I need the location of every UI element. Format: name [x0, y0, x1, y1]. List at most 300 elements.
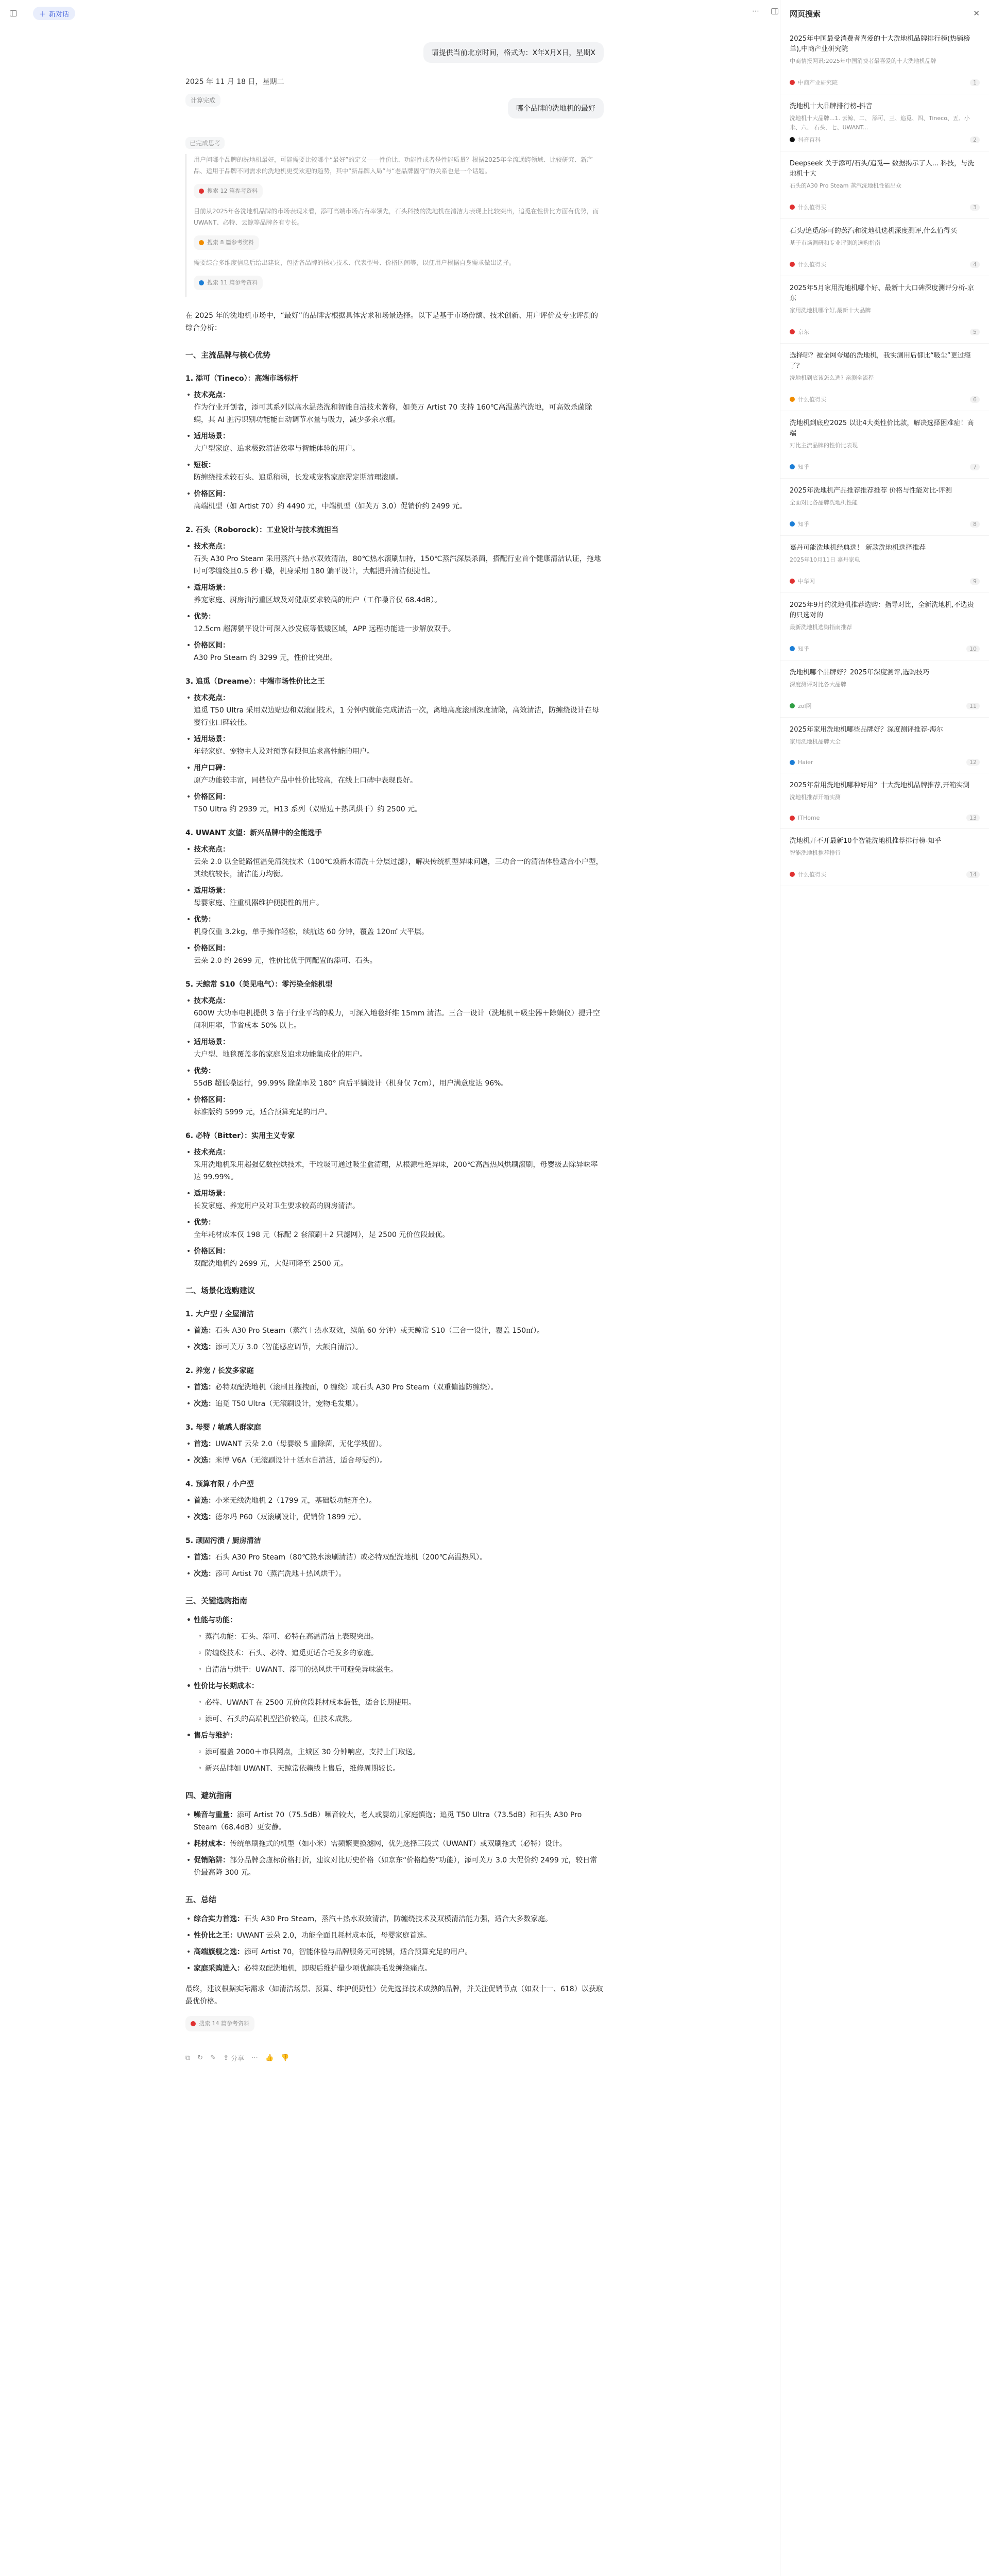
list-item	[194, 1946, 604, 1958]
point-text: 石头 A30 Pro Steam 采用蒸汽＋热水双效清洁，80℃热水滚刷加持，150℃蒸汽深层杀菌，搭配行业首个健康清洁认证，拖地时可零缠绕且0.5 秒干燥，机身采用 180 躺平设计，大幅提升清洁便捷性。	[194, 555, 601, 575]
source-chip[interactable]	[194, 235, 259, 250]
brand-heading: 3. 追觅（Dreame）：中端市场性价比之王	[185, 677, 325, 686]
source-logo-icon	[790, 137, 795, 142]
brand-point	[194, 733, 604, 758]
search-result[interactable]	[780, 479, 989, 536]
search-result[interactable]	[780, 276, 989, 344]
point-text: 55dB 超低噪运行，99.99% 除菌率及 180° 向后平躺设计（机身仅 7cm），用户满意度达 96%。	[194, 1079, 508, 1088]
result-source	[790, 520, 980, 528]
result-snippet: 2025年10月11日 嘉丹家电	[790, 556, 860, 563]
brand-heading: 1. 添可（Tineco）：高端市场标杆	[185, 375, 298, 383]
scene-heading: 4. 预算有限 / 小户型	[185, 1480, 254, 1488]
item-value: 追觅 T50 Ultra（无滚刷设计，宠物毛发集）。	[215, 1400, 363, 1408]
item-key: 综合实力首选：	[194, 1915, 244, 1923]
source-logo-icon	[790, 205, 795, 210]
point-text: 长发家庭、养宠用户及对卫生要求较高的厨房清洁。	[194, 1202, 360, 1210]
brand-point	[194, 540, 604, 578]
result-title: 2025年常用洗地机哪种好用？十大洗地机品牌推荐,开箱实测	[790, 782, 970, 789]
list-item	[194, 1962, 604, 1975]
top-bar	[0, 0, 780, 27]
tip-label: • 性价比与长期成本：	[194, 1680, 604, 1692]
result-source-name: 什么值得买	[798, 261, 826, 268]
result-snippet: 对比主流品牌的性价比表现	[790, 442, 858, 449]
tip-sub: ◦ 自清洁与烘干：UWANT、添可的热风烘干可避免异味滋生。	[205, 1664, 604, 1676]
result-snippet: 洗地机十大品牌...1. 云鲸、二、 添可、三、追觅、四、Tineco、五、小米、六、 石头、七、UWANT...	[790, 115, 970, 131]
source-chip-label: 搜索 14 篇参考资料	[199, 2020, 249, 2027]
result-index: 2	[970, 137, 980, 143]
scene-points	[185, 1381, 604, 1410]
item-key: 次选：	[194, 1343, 215, 1351]
calc-done-badge[interactable]: 计算完成	[185, 94, 220, 107]
item-key: 次选：	[194, 1400, 215, 1408]
thinking-paragraph: 需要综合多维度信息后给出建议，包括各品牌的核心技术、代表型号、价格区间等，以便用户根据自身需求做出选择。	[194, 259, 516, 266]
result-source-name: 京东	[798, 329, 809, 335]
list-item	[194, 1495, 604, 1507]
point-label: • 价格区间：	[194, 1247, 230, 1256]
tip-label: • 性能与功能：	[194, 1614, 604, 1626]
brand-point	[194, 913, 604, 938]
result-source-name: Haier	[798, 759, 813, 766]
copy-icon[interactable]: ⧉	[185, 2054, 191, 2062]
panel-header	[780, 0, 989, 27]
result-snippet: 洗地机推荐开箱实测	[790, 794, 841, 801]
brand-point	[194, 611, 604, 635]
point-label: • 短板：	[194, 461, 215, 469]
item-value: 传统单刷拖式的机型（如小米）需频繁更换滤网，优先选择三段式（UWANT）或双刷拖式（必特）设计。	[230, 1840, 567, 1848]
item-key: 首选：	[194, 1327, 215, 1335]
source-logo-icon	[790, 816, 795, 821]
summary-list	[185, 1913, 604, 1975]
result-source	[790, 463, 980, 471]
brand-point	[194, 843, 604, 880]
result-title: 洗地机到底应2025 以让4大类性价比款，解决选择困难症！高端	[790, 419, 974, 437]
result-index: 9	[970, 578, 980, 585]
result-source	[790, 577, 980, 585]
point-text: 原产功能较丰富，同档位产品中性价比较高，在线上口碑中表现良好。	[194, 776, 417, 785]
source-logo-icon	[790, 646, 795, 651]
source-logo-icon	[790, 464, 795, 469]
point-label: • 技术亮点：	[194, 694, 230, 702]
item-key: 高端旗舰之选：	[194, 1948, 244, 1956]
item-key: 首选：	[194, 1440, 215, 1448]
result-index: 12	[966, 759, 980, 766]
result-title: 2025年5月家用洗地机哪个好、最新十大口碑深度测评分析-京东	[790, 284, 975, 302]
result-title: 石头/追觅/添可的蒸汽和洗地机选机深度测评,什么值得买	[790, 227, 957, 235]
brand-point	[194, 430, 604, 455]
source-logo-icon	[790, 760, 795, 765]
user-message: 请提供当前北京时间，格式为：X年X月X日，星期X	[423, 42, 604, 63]
point-label: • 适用场景：	[194, 1038, 230, 1046]
brand-point	[194, 1094, 604, 1118]
result-index: 4	[970, 261, 980, 268]
tip-sub: ◦ 添可、石头的高端机型溢价较高，但技术成熟。	[205, 1713, 604, 1725]
brand-point	[194, 791, 604, 816]
brand-heading: 6. 必特（Bitter）：实用主义专家	[185, 1132, 295, 1140]
scene-points	[185, 1551, 604, 1580]
answer-source-chip[interactable]	[185, 2016, 254, 2031]
result-title: 2025年家用洗地机哪些品牌好？深度测评推荐-海尔	[790, 726, 943, 734]
search-result[interactable]	[780, 151, 989, 219]
result-source	[790, 260, 980, 268]
tip-sub: ◦ 新兴品牌如 UWANT、天鲸常依赖线上售后，维修周期较长。	[205, 1762, 604, 1775]
plus-icon: ＋	[39, 10, 46, 19]
result-source	[790, 702, 980, 710]
result-source	[790, 78, 980, 87]
result-source-name: 知乎	[798, 521, 809, 528]
point-label: • 价格区间：	[194, 944, 230, 953]
point-text: 600W 大功率电机提供 3 倍于行业平均的吸力，可深入地毯纤维 15mm 清洁。三合一设计（洗地机＋吸尘器＋除螨仪）提升空间利用率，节省成本 50% 以上。	[194, 1009, 600, 1030]
share-button[interactable]	[223, 2053, 244, 2063]
result-source	[790, 328, 980, 336]
result-source	[790, 815, 980, 821]
brand-point	[194, 639, 604, 664]
tip-sub: ◦ 防缠绕技术：石头、必特、追觅更适合毛发多的家庭。	[205, 1647, 604, 1659]
search-result[interactable]	[780, 593, 989, 660]
pitfall-list	[185, 1809, 604, 1879]
list-item	[194, 1438, 604, 1450]
item-value: UWANT 云朵 2.0，功能全面且耗材成本低，母婴家庭首选。	[237, 1931, 432, 1940]
result-source-name: 中华网	[798, 578, 815, 585]
point-label: • 技术亮点：	[194, 1148, 230, 1157]
brand-point	[194, 389, 604, 426]
answer-intro: 在 2025 年的洗地机市场中，“最好”的品牌需根据具体需求和场景选择。以下是基于市场份额、技术创新、用户评价及专业评测的综合分析：	[185, 312, 599, 332]
brand-point	[194, 1065, 604, 1090]
point-label: • 优势：	[194, 613, 215, 621]
brand-list	[185, 372, 604, 1270]
item-key: 次选：	[194, 1513, 215, 1521]
item-value: 添可 Artist 70，智能体验与品牌服务无可挑剔，适合预算充足的用户。	[244, 1948, 472, 1956]
scene-heading: 2. 养宠 / 长发多家庭	[185, 1367, 254, 1375]
item-key: 促销陷阱：	[194, 1856, 230, 1865]
edit-icon[interactable]: ✎	[210, 2054, 216, 2062]
point-label: • 优势：	[194, 1067, 215, 1075]
source-logo-icon	[790, 521, 795, 527]
panel-title: 网页搜索	[790, 9, 821, 19]
user-message-2: 哪个品牌的洗地机的最好	[508, 98, 604, 118]
close-icon[interactable]: ✕	[973, 9, 980, 18]
item-value: 添可 Artist 70（75.5dB）噪音较大，老人或婴幼儿家庭慎选；追觅 T50 Ultra（73.5dB）和石头 A30 Pro Steam（68.4dB）更安静。	[194, 1811, 582, 1832]
new-chat-label: 新对话	[49, 10, 70, 19]
result-source-name: ITHome	[798, 815, 820, 821]
search-result[interactable]	[780, 718, 989, 773]
brand-heading: 5. 天鲸常 S10（美见电气）：零污染全能机型	[185, 980, 333, 989]
result-title: 选择哪？被全网夸爆的洗地机，我实测用后都比“吸尘”更过瘾了？	[790, 352, 971, 370]
point-text: 机身仅重 3.2kg，单手操作轻松，续航达 60 分钟，覆盖 120㎡ 大平层。	[194, 928, 429, 936]
closing-paragraph: 最终，建议根据实际需求（如清洁场景、预算、维护便捷性）优先选择技术成熟的品牌，并关注促销节点（如双十一、618）以获取最优价格。	[185, 1985, 603, 2006]
source-logo-icon	[790, 397, 795, 402]
result-source	[790, 395, 980, 403]
search-result[interactable]	[780, 94, 989, 151]
item-value: 必特双配洗地机（滚刷且拖拽面，0 缠绕）或石头 A30 Pro Steam（双重偏滤防缠绕）。	[215, 1383, 498, 1392]
point-label: • 优势：	[194, 916, 215, 924]
point-label: • 适用场景：	[194, 735, 230, 743]
item-key: 次选：	[194, 1456, 215, 1465]
point-label: • 技术亮点：	[194, 845, 230, 854]
message-actions	[185, 2053, 604, 2063]
result-snippet: 基于市场调研和专业评测的选购指南	[790, 240, 880, 246]
result-title: 2025年9月的洗地机推荐选购：指导对比，全新洗地机,不选贵的只选对的	[790, 601, 974, 619]
result-title: 2025年洗地机产品推荐推荐推荐 价格与性能对比-评测	[790, 487, 952, 495]
result-source	[790, 203, 980, 211]
list-item	[194, 1913, 604, 1925]
item-key: 次选：	[194, 1570, 215, 1578]
result-index: 7	[970, 464, 980, 470]
result-snippet: 最新洗地机选购指南推荐	[790, 624, 852, 631]
point-text: 双配洗地机约 2699 元，大促可降至 2500 元。	[194, 1260, 348, 1268]
list-item	[194, 1854, 604, 1879]
brand-heading: 2. 石头（Roborock）：工业设计与技术流担当	[185, 526, 339, 534]
point-label: • 技术亮点：	[194, 997, 230, 1005]
item-key: 耗材成本：	[194, 1840, 230, 1848]
tips-list	[185, 1614, 604, 1775]
result-source	[790, 759, 980, 766]
section-heading: 五、总结	[185, 1895, 217, 1904]
item-value: 添可芙万 3.0（智能感应调节，大额自清洁）。	[215, 1343, 363, 1351]
brand-point	[194, 692, 604, 729]
brand-heading: 4. UWANT 友望：新兴品牌中的全能选手	[185, 829, 322, 837]
item-key: 性价比之王：	[194, 1931, 237, 1940]
source-logo-icon	[790, 80, 795, 85]
source-chip-label: 搜索 11 篇参考资料	[207, 279, 258, 286]
list-item	[194, 1398, 604, 1410]
point-label: • 适用场景：	[194, 887, 230, 895]
search-result[interactable]	[780, 411, 989, 479]
result-index: 8	[970, 521, 980, 528]
result-index: 10	[966, 646, 980, 652]
source-logo-icon	[790, 872, 795, 877]
item-value: 必特双配洗地机，即现后维护量少项优解决毛发缠绕痛点。	[244, 1964, 432, 1973]
point-label: • 适用场景：	[194, 1190, 230, 1198]
point-text: 高端机型（如 Artist 70）约 4490 元，中端机型（如芙万 3.0）促销价约 2499 元。	[194, 502, 467, 511]
item-key: 噪音与重量：	[194, 1811, 237, 1819]
result-title: Deepseek 关于添可/石头/追觅— 数据揭示了人... 科技，与洗地机十大	[790, 160, 975, 178]
brand-points	[185, 540, 604, 664]
point-label: • 技术亮点：	[194, 391, 230, 399]
result-index: 11	[966, 703, 980, 709]
scene-points	[185, 1438, 604, 1467]
result-source-name: 中商产业研究院	[798, 79, 838, 86]
result-index: 6	[970, 396, 980, 403]
item-value: 小米无线洗地机 2（1799 元，基础版功能齐全）。	[215, 1497, 377, 1505]
item-value: 石头 A30 Pro Steam，蒸汽＋热水双效清洁，防缠绕技术及双模清洁能力强，适合大多数家庭。	[244, 1915, 553, 1923]
tip-sub: ◦ 必特、UWANT 在 2500 元价位段耗材成本最低，适合长期使用。	[205, 1697, 604, 1709]
result-snippet: 石头的A30 Pro Steam 蒸汽洗地机性能出众	[790, 182, 901, 189]
result-snippet: 家用洗地机品牌大全	[790, 738, 841, 745]
result-source-name: 什么值得买	[798, 204, 826, 211]
tip-sub: ◦ 添可覆盖 2000＋市县网点，主城区 30 分钟响应，支持上门取送。	[205, 1746, 604, 1758]
result-snippet: 家用洗地机哪个好,最新十大品牌	[790, 307, 871, 314]
result-source-name: 知乎	[798, 646, 809, 652]
item-key: 首选：	[194, 1553, 215, 1562]
tip-sub: ◦ 蒸汽功能：石头、添可、必特在高温清洁上表现突出。	[205, 1631, 604, 1643]
brand-point	[194, 885, 604, 909]
result-title: 洗地机哪个品牌好？2025年深度测评,选购技巧	[790, 669, 930, 676]
point-label: • 价格区间：	[194, 641, 230, 650]
source-logo-icon	[790, 262, 795, 267]
item-value: 添可 Artist 70（蒸汽洗地＋热风烘干）。	[215, 1570, 346, 1578]
source-dot-icon	[199, 240, 204, 245]
section-heading: 三、关键选购指南	[185, 1596, 248, 1605]
result-snippet: 智能洗地机推荐排行	[790, 850, 841, 856]
list-item	[194, 1341, 604, 1353]
item-key: 首选：	[194, 1497, 215, 1505]
share-icon: ⇪	[223, 2054, 229, 2062]
result-snippet: 洗地机到底该怎么选? 亲测全流程	[790, 375, 874, 381]
point-text: 母婴家庭、注重机器维护便捷性的用户。	[194, 899, 323, 907]
search-result[interactable]	[780, 536, 989, 593]
item-value: UWANT 云朵 2.0（母婴级 5 重除菌，无化学残留）。	[215, 1440, 386, 1448]
answer-body	[185, 310, 604, 2039]
source-chip[interactable]	[194, 276, 263, 290]
thinking-paragraph: 用户问哪个品牌的洗地机最好，可能需要比较哪个“最好”的定义——性价比、功能性或者是性能质量？根据2025年全流通跨领域、比较研究、新产品、适用于品牌不同需求的洗地机更受欢迎的趋势，其中“新品牌入局”与“老品牌固守”的关系也是一个话题。	[194, 156, 593, 175]
item-value: 部分品牌会虚标价格打折，建议对比历史价格（如京东“价格趋势”功能），添可芙万 3.0 大促价约 2499 元，较日常价最高降 300 元。	[194, 1856, 598, 1877]
section-heading: 二、场景化选购建议	[185, 1286, 255, 1295]
search-panel	[780, 0, 989, 2576]
new-chat-button[interactable]	[33, 7, 75, 20]
point-text: 养宠家庭、厨房油污重区域及对健康要求较高的用户（工作噪音仅 68.4dB）。	[194, 596, 442, 604]
scene-points	[185, 1495, 604, 1523]
share-label: 分享	[231, 2055, 245, 2063]
scene-heading: 5. 顽固污渍 / 厨房清洁	[185, 1537, 261, 1545]
point-text: 12.5cm 超薄躺平设计可深入沙发底等低矮区域，APP 远程功能进一步解放双手。	[194, 625, 455, 633]
item-value: 米博 V6A（无滚刷设计＋活水自清洁，适合母婴约）。	[215, 1456, 387, 1465]
source-chip-label: 搜索 8 篇参考资料	[207, 239, 254, 246]
brand-point	[194, 1036, 604, 1061]
point-label: • 价格区间：	[194, 1096, 230, 1104]
item-value: 德尔玛 P60（双滚刷设计，促销价 1899 元）。	[215, 1513, 366, 1521]
result-title: 嘉丹可能洗地机经典选！ 新款洗地机选择推荐	[790, 544, 926, 552]
source-dot-icon	[199, 189, 204, 194]
brand-point	[194, 582, 604, 606]
point-text: 云朵 2.0 以全链路恒温免清洗技术（100℃焕新水清洗＋分层过滤），解决传统机型异味问题，三功合一的清洁体验适合小户型，其续航较长，清洁能力均衡。	[194, 858, 603, 878]
assistant-date-reply: 2025 年 11 月 18 日，星期二	[185, 78, 284, 86]
result-source	[790, 645, 980, 653]
panel-icon[interactable]	[771, 7, 779, 15]
brand-point	[194, 942, 604, 967]
point-text: T50 Ultra 约 2939 元，H13 系列（双贴边＋热风烘干）约 2500 元。	[194, 805, 422, 814]
result-title: 洗地机十大品牌排行榜-抖音	[790, 103, 873, 110]
brand-points	[185, 843, 604, 967]
thumbs-down-icon[interactable]: 👎	[281, 2054, 289, 2062]
tip-label: • 售后与维护：	[194, 1730, 604, 1742]
point-text: A30 Pro Steam 约 3299 元，性价比突出。	[194, 654, 337, 662]
point-label: • 适用场景：	[194, 432, 230, 440]
brand-point	[194, 762, 604, 787]
point-text: 云朵 2.0 约 2699 元，性价比优于同配置的添可、石头。	[194, 957, 377, 965]
list-item	[194, 1809, 604, 1834]
chat-main	[185, 31, 604, 2063]
result-source-name: zol网	[798, 703, 812, 709]
result-index: 14	[966, 871, 980, 878]
more-icon[interactable]: ⋯	[251, 2054, 259, 2062]
source-dot-icon	[191, 2021, 196, 2026]
result-source-name: 什么值得买	[798, 396, 826, 403]
point-label: • 价格区间：	[194, 490, 230, 498]
point-label: • 适用场景：	[194, 584, 230, 592]
brand-points	[185, 995, 604, 1118]
search-result[interactable]	[780, 829, 989, 886]
search-result[interactable]	[780, 773, 989, 829]
result-index: 13	[966, 815, 980, 821]
scene-heading: 3. 母婴 / 敏感人群家庭	[185, 1423, 261, 1432]
thinking-block	[185, 154, 604, 297]
more-icon[interactable]: ⋯	[752, 7, 759, 15]
sidebar-toggle-icon[interactable]	[9, 9, 18, 18]
scene-points	[185, 1325, 604, 1353]
scene-heading: 1. 大户型 / 全屋清洁	[185, 1310, 254, 1318]
result-title: 2025年中国最受消费者喜爱的十大洗地机品牌排行榜(热销榜单),中商产业研究院	[790, 35, 970, 53]
result-source-name: 知乎	[798, 464, 809, 470]
point-text: 作为行业开创者，添可其系列以高水温热洗和智能自洁技术著称，如美万 Artist 70 支持 160℃高温蒸汽洗地，可高效杀菌除螨，其 AI 脏污识别功能能自动调节水量与吸力，减少多余水痕。	[194, 403, 592, 424]
result-source	[790, 870, 980, 878]
source-logo-icon	[790, 703, 795, 708]
point-text: 全年耗材成本仅 198 元（标配 2 套滚刷＋2 只滤网），是 2500 元价位段最优。	[194, 1231, 450, 1239]
point-label: • 优势：	[194, 1218, 215, 1227]
search-result[interactable]	[780, 660, 989, 718]
result-index: 1	[970, 79, 980, 86]
result-source-name: 什么值得买	[798, 871, 826, 878]
brand-point	[194, 1245, 604, 1270]
result-list	[780, 27, 989, 886]
section-heading: 一、主流品牌与核心优势	[185, 350, 271, 360]
result-snippet: 深度测评对比各大品牌	[790, 681, 846, 688]
list-item	[194, 1325, 604, 1337]
result-source	[790, 135, 980, 144]
source-chip[interactable]	[194, 184, 263, 198]
point-text: 追觅 T50 Ultra 采用双边贴边和双滚刷技术，1 分钟内就能完成清洁一次，离地高度滚刷深度清除，高效清洁，防缠绕设计在母婴行业口碑较佳。	[194, 706, 600, 727]
search-result[interactable]	[780, 344, 989, 411]
result-snippet: 全面对比各品牌洗地机性能	[790, 499, 858, 506]
list-item	[194, 1454, 604, 1467]
item-value: 石头 A30 Pro Steam（蒸汽＋热水双效，续航 60 分钟）或天鲸常 S10（三合一设计，覆盖 150㎡）。	[215, 1327, 544, 1335]
point-label: • 技术亮点：	[194, 543, 230, 551]
brand-point	[194, 1188, 604, 1212]
regenerate-icon[interactable]: ↻	[197, 2054, 203, 2062]
source-chip-label: 搜索 12 篇参考资料	[207, 188, 258, 194]
point-label: • 价格区间：	[194, 793, 230, 801]
brand-points	[185, 692, 604, 816]
source-logo-icon	[790, 579, 795, 584]
list-item	[194, 1838, 604, 1850]
point-text: 年轻家庭、宠物主人及对预算有限但追求高性能的用户。	[194, 748, 374, 756]
search-result[interactable]	[780, 27, 989, 94]
list-item	[194, 1568, 604, 1580]
item-key: 首选：	[194, 1383, 215, 1392]
point-text: 防缠绕技术较石头、追觅稍弱，长发或宠物家庭需定期清理滚刷。	[194, 473, 403, 482]
result-index: 5	[970, 329, 980, 335]
brand-point	[194, 1216, 604, 1241]
item-key: 家庭采购进入：	[194, 1964, 244, 1973]
point-label: • 用户口碑：	[194, 764, 230, 772]
point-text: 大户型、地毯覆盖多的家庭及追求功能集成化的用户。	[194, 1050, 367, 1059]
brand-point	[194, 995, 604, 1032]
list-item	[194, 1551, 604, 1564]
thinking-paragraph: 目前从2025年各洗地机品牌的市场表现来看，添可高端市场占有率领先，石头科技的洗地机在清洁力表现上比较突出，追觅在性价比方面有优势，而UWANT、必特、云鲸等品牌各有专长。	[194, 208, 599, 226]
point-text: 大户型家庭、追求极致清洁效率与智能体验的用户。	[194, 445, 360, 453]
result-index: 3	[970, 204, 980, 211]
point-text: 采用洗地机采用超强亿数控烘技术，干垃圾可通过吸尘盒清理，从根源杜绝异味，200℃高温热风烘刷滚刷，母婴级去除异味率达 99.99%。	[194, 1161, 598, 1181]
result-title: 洗地机开不开最新10个智能洗地机推荐排行榜-知乎	[790, 837, 942, 845]
thinking-toggle[interactable]: 已完成思考	[185, 137, 225, 149]
thumbs-up-icon[interactable]: 👍	[265, 2054, 274, 2062]
search-result[interactable]	[780, 219, 989, 276]
list-item	[194, 1381, 604, 1394]
list-item	[194, 1511, 604, 1523]
brand-points	[185, 1146, 604, 1270]
item-value: 石头 A30 Pro Steam（80℃热水滚刷清洁）或必特双配洗地机（200℃高温热风）。	[215, 1553, 487, 1562]
brand-point	[194, 488, 604, 513]
section-heading: 四、避坑指南	[185, 1791, 232, 1800]
